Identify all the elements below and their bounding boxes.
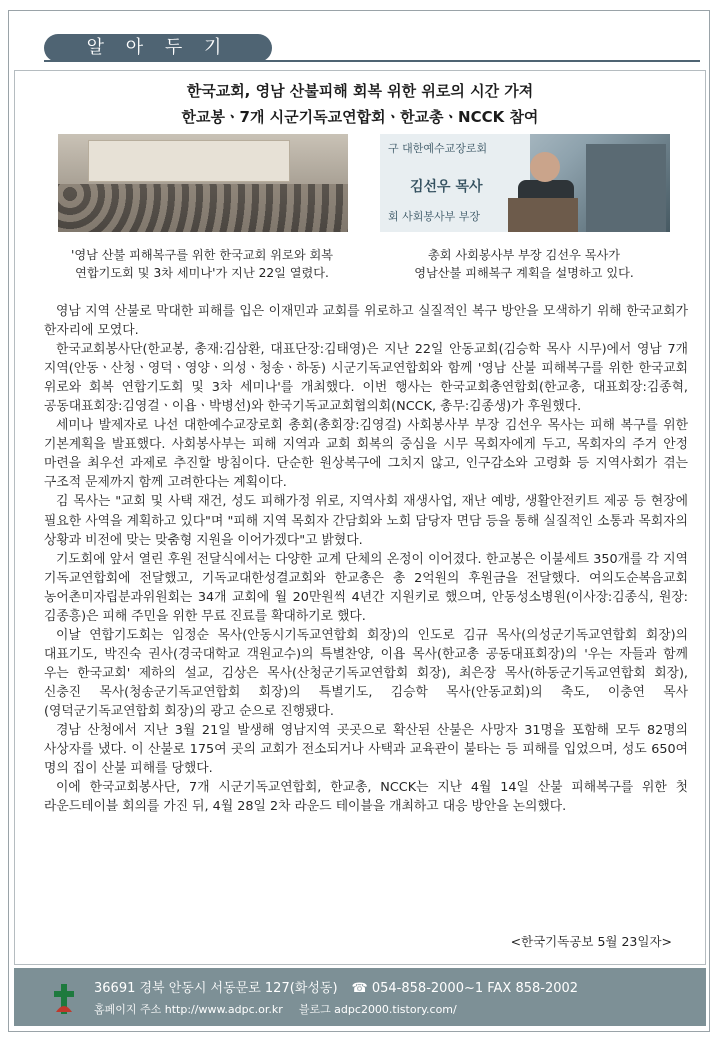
caption-right-line-2: 영남산불 피해복구 계획을 설명하고 있다. xyxy=(414,266,634,280)
article-source: <한국기독공보 5월 23일자> xyxy=(510,934,672,949)
footer-web-line xyxy=(94,1001,457,1017)
paragraph: 영남 지역 산불로 막대한 피해를 입은 이재민과 교회를 위로하고 실질적인 복구 방안을 모색하기 위해 한국교회가 한자리에 모였다. xyxy=(44,304,688,339)
photo-banner xyxy=(88,140,290,182)
caption-right xyxy=(362,246,686,282)
footer xyxy=(14,968,706,1026)
screen-text-1: 구 대한예수교장로회 xyxy=(388,142,488,155)
caption-left-line-1: '영남 산불 피해복구를 위한 한국교회 위로와 회복 xyxy=(70,248,334,262)
footer-phone: ☎ 054-858-2000~1 FAX 858-2002 xyxy=(351,981,579,996)
paragraph: 한국교회봉사단(한교봉, 총재:김삼환, 대표단장:김태영)은 지난 22일 안동교회(김승학 목사 시무)에서 영남 7개 지역(안동ㆍ산청ㆍ영덕ㆍ영양ㆍ의성ㆍ청송ㆍ하동) 시군기독교연합회와 함께 '영남 산불 피해복구를 위한 한국교회 위로와 회복 연합기도회 및 3차 세미나'를 개최했다. 이번 행사는 한국교회총연합회(한교총, 대표회장:김종혁, 공동대표회장:김영걸ㆍ이욥ㆍ박병선)와 한국기독교교회협의회(NCCK, 총무:김종생)가 후원했다. xyxy=(44,342,688,415)
footer-blog[interactable]: 블로그 adpc2000.tistory.com/ xyxy=(298,1003,457,1016)
headline-line-2: 한교봉ㆍ7개 시군기독교연합회ㆍ한교총ㆍNCCK 참여 xyxy=(181,108,539,126)
photo-speaker-head xyxy=(530,152,560,182)
paragraph: 경남 산청에서 지난 3월 21일 발생해 영남지역 곳곳으로 확산된 산불은 사망자 31명을 포함해 모두 82명의 사상자를 냈다. 이 산불로 175여 곳의 교회가 전소되거나 사택과 교육관이 불타는 등 피해를 입었으며, 성도 650여 명의 집이 산불 피해를 당했다. xyxy=(44,723,688,777)
caption-left-line-2: 연합기도회 및 3차 세미나'가 지난 22일 열렸다. xyxy=(75,266,329,280)
footer-address-line xyxy=(94,977,578,996)
section-label: 알 아 두 기 xyxy=(44,34,272,62)
photo-prayer-meeting xyxy=(58,134,348,232)
caption-left xyxy=(40,246,364,282)
headline-line-1: 한국교회, 영남 산불피해 회복 위한 위로의 시간 가져 xyxy=(186,82,534,100)
photo-audience xyxy=(58,184,348,232)
screen-text-2: 김선우 목사 xyxy=(410,179,483,195)
screen-text-3: 회 사회봉사부 부장 xyxy=(388,210,481,223)
photo-speaker xyxy=(380,134,670,232)
article-body xyxy=(44,302,688,816)
photo-wall xyxy=(586,144,666,232)
paragraph: 기도회에 앞서 열린 후원 전달식에서는 다양한 교계 단체의 온정이 이어졌다. 한교봉은 이불세트 350개를 각 지역 기독교연합회에 전달했고, 기독교대한성결교회와 한교총은 총 2억원의 후원금을 전달했다. 여의도순복음교회 농어촌미자립분과위원회는 34개 교회에 월 20만원씩 4년간 지원키로 했으며, 안동성소병원(이사장:김종식, 원장:김종흥)은 피해 주민을 위한 무료 진료를 확대하기로 했다. xyxy=(44,551,688,624)
cross-logo-icon xyxy=(52,982,76,1016)
footer-address: 36691 경북 안동시 서동문로 127(화성동) xyxy=(94,981,338,996)
paragraph: 이날 연합기도회는 임정순 목사(안동시기독교연합회 회장)의 인도로 김규 목사(의성군기독교연합회 회장)의 대표기도, 박진숙 권사(경국대학교 객원교수)의 특별찬양, 이욥 목사(한교총 공동대표회장)의 '우는 자들과 함께 우는 한국교회' 제하의 설교, 김상은 목사(산청군기독교연합회 회장), 최은장 목사(하동군기독교연합회 회장), 신충진 목사(청송군기독교연합회 회장)의 특별기도, 김승학 목사(안동교회)의 축도, 이충연 목사(영덕군기독교연합회 회장)의 광고 순으로 진행됐다. xyxy=(44,627,688,719)
section-divider xyxy=(44,60,700,62)
footer-homepage[interactable]: 홈페이지 주소 http://www.adpc.or.kr xyxy=(94,1003,283,1016)
photo-podium xyxy=(508,198,578,232)
caption-right-line-1: 총회 사회봉사부 부장 김선우 목사가 xyxy=(427,248,621,262)
paragraph: 김 목사는 "교회 및 사택 재건, 성도 피해가정 위로, 지역사회 재생사업, 재난 예방, 생활안전키트 제공 등 현장에 필요한 사역을 계획하고 있다"며 "피해 지역 목회자 간담회와 노회 담당자 면담 등을 통해 실질적인 소통과 목회자의 상황과 비전에 맞는 맞춤형 지원을 이어가겠다"고 밝혔다. xyxy=(44,494,688,548)
paragraph: 이에 한국교회봉사단, 7개 시군기독교연합회, 한교총, NCCK는 지난 4월 14일 산불 피해복구를 위한 첫 라운드테이블 회의를 가진 뒤, 4월 28일 2차 라운드 테이블을 개최하고 대응 방안을 논의했다. xyxy=(44,780,688,815)
paragraph: 세미나 발제자로 나선 대한예수교장로회 총회(총회장:김영걸) 사회봉사부 부장 김선우 목사는 피해 복구를 위한 기본계획을 발표했다. 사회봉사부는 피해 지역과 교회 회복의 중심을 시무 목회자에게 두고, 목회자의 주거 안정 마련을 최우선 과제로 추진할 방침이다. 단순한 원상복구에 그치지 않고, 인구감소와 고령화 등 지역사회가 겪는 구조적 문제까지 함께 고려한다는 계획이다. xyxy=(44,418,688,491)
